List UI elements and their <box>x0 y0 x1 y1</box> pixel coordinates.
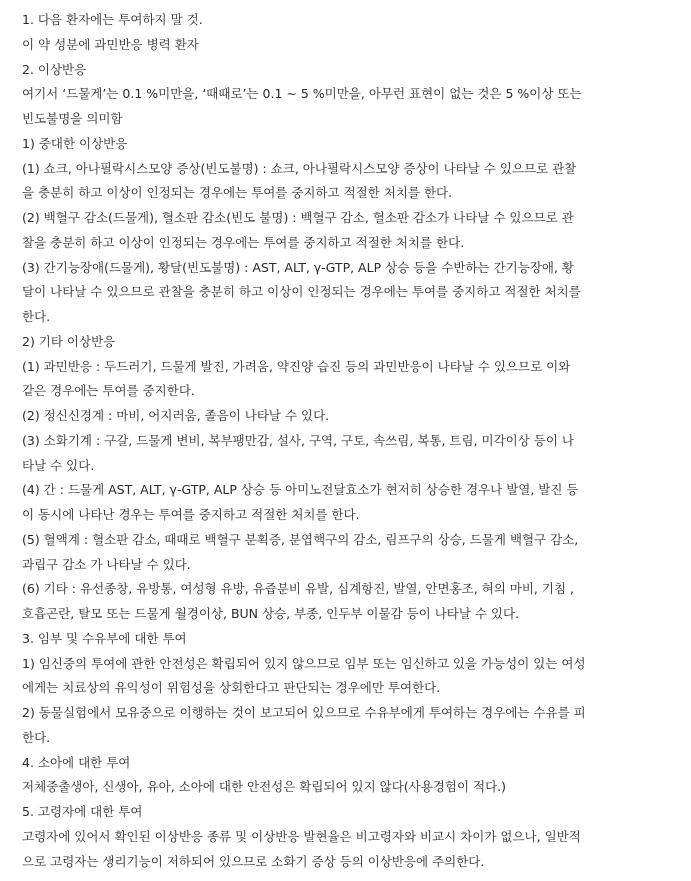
paragraph-line: 달이 나타날 수 있으므로 관찰을 충분히 하고 이상이 인정되는 경우에는 투여를 중지하고 적절한 처치를 <box>22 284 581 300</box>
paragraph-line: 같은 경우에는 투여를 중지한다. <box>22 383 195 399</box>
paragraph-line: (1) 쇼크, 아나필락시스모양 증상(빈도불명) : 쇼크, 아나필락시스모양 증상이 나타날 수 있으므로 관찰 <box>22 160 577 176</box>
paragraph-line: (4) 간 : 드물게 AST, ALT, γ-GTP, ALP 상승 등 아미노전달효소가 현저히 상승한 경우나 발열, 발진 등 <box>22 482 579 498</box>
paragraph-line: 이 동시에 나타난 경우는 투여를 중지하고 적절한 처치를 한다. <box>22 507 360 522</box>
heading-pediatric: 4. 소아에 대한 투여 <box>22 754 131 770</box>
paragraph-line: 빈도불명을 의미함 <box>22 111 123 126</box>
subheading-other-reactions: 2) 기타 이상반응 <box>22 333 116 349</box>
paragraph-line: (5) 혈액계 : 혈소판 감소, 때때로 백혈구 분획증, 분엽핵구의 감소, 림프구의 상승, 드물게 백혈구 감소, <box>22 531 579 547</box>
paragraph-line: 호흡곤란, 탈모 또는 드물게 월경이상, BUN 상승, 부종, 인두부 이물감 등이 나타날 수 있다. <box>22 606 520 621</box>
paragraph-line: 이 약 성분에 과민반응 병력 환자 <box>22 36 199 52</box>
paragraph-line: 여기서 ‘드물게’는 0.1 %미만을, ‘때때로’는 0.1 ∼ 5 %미만을, 아무런 표현이 없는 것은 5 %이상 또는 <box>22 86 582 102</box>
paragraph-line: (6) 기타 : 유선종창, 유방통, 여성형 유방, 유즙분비 유발, 심계항진, 발열, 안면홍조, 혀의 마비, 기침 , <box>22 581 574 597</box>
paragraph-line: (2) 백혈구 감소(드물게), 혈소판 감소(빈도 불명) : 백혈구 감소, 혈소판 감소가 나타날 수 있으므로 관 <box>22 210 574 225</box>
paragraph-line: 1) 임신중의 투여에 관한 안전성은 확립되어 있지 않으므로 임부 또는 임신하고 있을 가능성이 있는 여성 <box>22 655 586 671</box>
paragraph-line: 과립구 감소 가 나타날 수 있다. <box>22 556 191 572</box>
paragraph-line: 고령자에 있어서 확인된 이상반응 종류 및 이상반응 발현율은 비고령자와 비교시 차이가 없으나, 일반적 <box>22 828 581 844</box>
subheading-serious-reactions: 1) 중대한 이상반응 <box>22 135 128 151</box>
paragraph-line: 한다. <box>22 729 51 745</box>
paragraph-line: 찰을 충분히 하고 이상이 인정되는 경우에는 투여를 중지하고 적절한 처치를 한다. <box>22 234 465 250</box>
paragraph-line: 한다. <box>22 309 51 324</box>
paragraph-line: 2) 동물실험에서 모유중으로 이행하는 것이 보고되어 있으므로 수유부에게 투여하는 경우에는 수유를 피 <box>22 705 586 720</box>
paragraph-line: 저체중출생아, 신생아, 유아, 소아에 대한 안전성은 확립되어 있지 않다(사용경험이 적다.) <box>22 779 507 795</box>
paragraph-line: (3) 간기능장애(드물게), 황달(빈도불명) : AST, ALT, γ-GTP, ALP 상승 등을 수반하는 간기능장애, 황 <box>22 259 574 275</box>
paragraph-line: 으로 고령자는 생리기능이 저하되어 있으므로 소화기 증상 등의 이상반응에 주의한다. <box>22 853 485 869</box>
paragraph-line: (2) 정신신경계 : 마비, 어지러움, 졸음이 나타날 수 있다. <box>22 408 330 423</box>
heading-contraindications: 1. 다음 환자에는 투여하지 말 것. <box>22 12 203 27</box>
heading-elderly: 5. 고령자에 대한 투여 <box>22 804 143 819</box>
paragraph-line: 에게는 치료상의 유익성이 위험성을 상회한다고 판단되는 경우에만 투여한다. <box>22 680 441 696</box>
paragraph-line: 타날 수 있다. <box>22 457 95 473</box>
paragraph-line: (3) 소화기계 : 구갈, 드물게 변비, 복부팽만감, 설사, 구역, 구토, 속쓰림, 복통, 트림, 미각이상 등이 나 <box>22 432 574 448</box>
heading-adverse-reactions: 2. 이상반응 <box>22 61 87 77</box>
paragraph-line: (1) 과민반응 : 두드러기, 드물게 발진, 가려움, 약진양 습진 등의 과민반응이 나타날 수 있으므로 이와 <box>22 358 571 374</box>
heading-pregnancy-lactation: 3. 임부 및 수유부에 대한 투여 <box>22 630 187 646</box>
paragraph-line: 을 충분히 하고 이상이 인정되는 경우에는 투여를 중지하고 적절한 처치를 한다. <box>22 185 453 201</box>
